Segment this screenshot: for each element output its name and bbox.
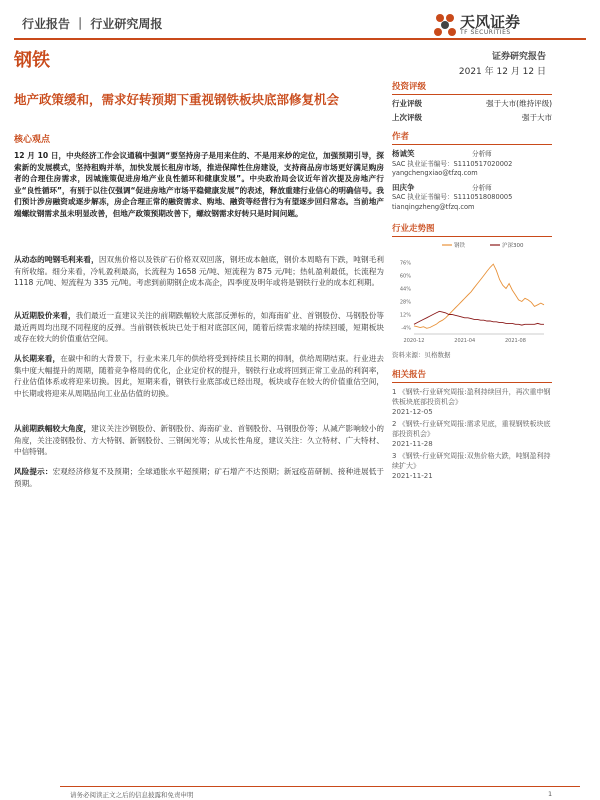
paragraph-3: 从近期股价来看，我们最近一直建议关注的前期跌幅较大底部反弹标的，如海南矿业、首钢股份、马钢股份等最近两周均出现不同程度的反弹。当前钢铁板块已处于相对底部区间，随着后续需求端的持续回暖，短期板块或存在较大的价值重估空间。 [14, 311, 384, 344]
related-item-3[interactable]: 3 《钢铁-行业研究周报:双焦价格大跌，吨钢盈利持续扩大》 2021-11-21 [392, 452, 551, 480]
rating-title: 投资评级 [392, 80, 552, 95]
header-rule [14, 38, 586, 40]
x-tick-label: 2021-04 [454, 338, 476, 344]
author-1-sac: SAC 执业证书编号：S1110517020002 [392, 159, 513, 168]
paragraph-5: 从前期跌幅较大角度，建议关注沙钢股份、新钢股份、海南矿业、首钢股份、马钢股份等；从减产影响较小的角度，关注凌钢股份、方大特钢、新钢股份、三钢闽光等；从成长性角度，建议关注：久立特材、广大特材、中信特钢。 [14, 424, 384, 457]
logo-name: 天风证券 [460, 13, 521, 31]
x-tick-label: 2020-12 [403, 338, 425, 344]
related-item-2[interactable]: 2 《钢铁-行业研究周报:需求见底，重视钢铁板块底部投资机会》 2021-11-28 [392, 420, 551, 448]
y-tick-label: 60% [399, 273, 411, 280]
paragraph-2: 从动态的吨钢毛利来看，因双焦价格以及铁矿石价格双双回落，钢坯成本触底，钢价本周略有下跌，吨钢毛利有所收缩。细分来看，冷轧盈利最高，长流程为 1658 元/吨、短流程为 875 元/吨；热轧盈利最低，长流程为 1118 元/吨、短流程为 335 元/吨。考虑到前期钢企成本高企，四季度及明年或将是钢铁行业的成本红利期。 [14, 255, 385, 288]
legend-label-1: 沪深300 [502, 243, 524, 249]
industry-rating-row [392, 98, 552, 109]
series-line-1 [414, 311, 544, 325]
trend-title: 行业走势图 [392, 222, 552, 237]
report-label: 证券研究报告 [491, 52, 546, 62]
trend-box [392, 222, 552, 237]
industry-rating-value: 强于大市(维持评级) [486, 99, 552, 108]
previous-rating-label: 上次评级 [392, 113, 422, 122]
author-1-email: yangchengxiao@tfzq.com [392, 169, 478, 177]
y-tick-label: 76% [399, 260, 411, 267]
logo-en: TF SECURITIES [460, 29, 511, 36]
authors-title: 作者 [392, 130, 552, 145]
series-line-0 [414, 264, 544, 328]
authors-box [392, 130, 552, 212]
top-bar [14, 10, 586, 40]
related-item-1[interactable]: 1 《钢铁-行业研究周报:盈利持续回升，再次重申钢铁板块底部投资机会》 2021-12-05 [392, 388, 551, 416]
related-title: 相关报告 [392, 368, 552, 383]
paragraph-risk: 风险提示：宏观经济修复不及预期；全球通胀水平超预期；矿石增产不达预期；新冠疫苗研制、接种进展低于预期。 [14, 467, 385, 488]
author-2: 田庆争 分析师 SAC 执业证书编号：S1110518080005 tianqingzheng@tfzq.com [392, 183, 552, 213]
industry-trend-chart [392, 238, 552, 348]
y-tick-label: 44% [399, 286, 411, 293]
core-view-title: 核心观点 [14, 135, 51, 145]
footer-rule [60, 786, 580, 787]
previous-rating-value: 强于大市 [522, 113, 552, 122]
page-number: 1 [548, 790, 553, 798]
author-2-email: tianqingzheng@tfzq.com [392, 202, 475, 211]
industry-rating-label: 行业评级 [392, 99, 422, 108]
y-tick-label: 28% [399, 299, 411, 306]
related-box [392, 368, 552, 481]
previous-rating-row [392, 112, 552, 123]
trend-source: 资料来源：贝格数据 [392, 351, 451, 359]
y-tick-label: 12% [399, 312, 411, 319]
footer-disclaimer: 请务必阅读正文之后的信息披露和免责申明 [70, 791, 194, 799]
paragraph-1: 12 月 10 日，中央经济工作会议通稿中强调“要坚持房子是用来住的、不是用来炒的定位，加强预期引导，探索新的发展模式，坚持租购并举，加快发展长租房市场，推进保障性住房建设，支持商品房市场更好满足购房者的合理住房需求，因城施策促进房地产业良性循环和健康发展”。中央政治局会议近年首次提及房地产行业“良性循环”，有别于以往仅强调“促进房地产市场平稳健康发展”的表述，释放重建行业信心的明确信号。我们预计涉房融资或逐步解冻，房企合理正常的融资需求、购地、融资等经营行为有望逐步回归常态。当前地产端螺纹钢需求虽未明显改善，但地产政策预期改善下，螺纹钢需求好转只是时间问题。 [14, 151, 384, 218]
headline: 地产政策缓和，需求好转预期下重视钢铁板块底部修复机会 [14, 92, 340, 107]
tf-logo-icon [432, 12, 458, 40]
y-tick-label: -4% [401, 325, 411, 332]
author-2-sac: SAC 执业证书编号：S1110518080005 [392, 193, 513, 201]
report-date: 2021 年 12 月 12 日 [458, 67, 546, 77]
author-1: 杨诚笑 分析师 SAC 执业证书编号：S1110517020002 yangchengxiao@tfzq.com [392, 149, 552, 179]
sector-title: 钢铁 [14, 50, 50, 71]
rating-box [392, 80, 552, 123]
report-type: 行业报告 ｜ 行业研究周报 [22, 17, 163, 31]
legend-label-0: 钢铁 [454, 243, 466, 249]
paragraph-4: 从长期来看，在碳中和的大背景下，行业未来几年的供给将受到持续且长期的抑制，供给周期结束。行业进去集中度大幅提升的周期，随着竞争格局的优化，企业定价权的提升，钢铁行业或将回到正常工业品的利润率，行业估值体系或将迎来切换。因此，短期来看，钢铁行业底部或已经出现，板块或存在较大的价值重估空间，中长期或将迎来从周期品向工业品估值的切换。 [14, 354, 384, 398]
x-tick-label: 2021-08 [505, 338, 526, 344]
